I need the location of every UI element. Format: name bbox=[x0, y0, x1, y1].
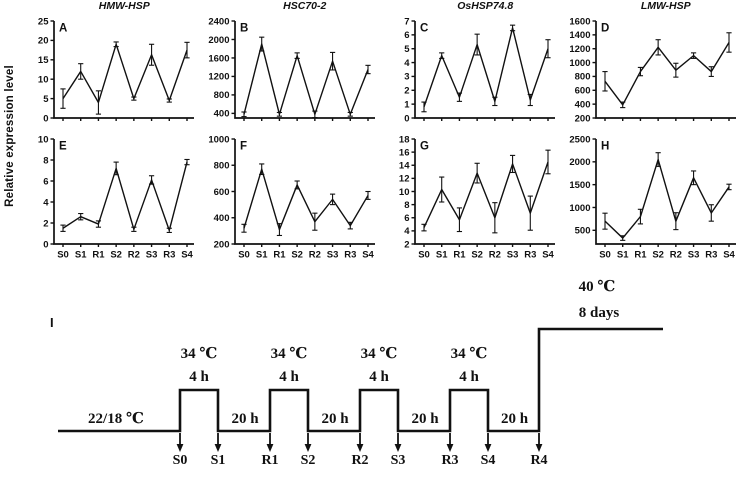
svg-text:8 days: 8 days bbox=[578, 305, 620, 321]
chart-plot-d bbox=[562, 12, 742, 130]
chart-title-c: OsHSP74.8 bbox=[457, 0, 514, 12]
svg-text:800: 800 bbox=[213, 90, 229, 102]
svg-text:1600: 1600 bbox=[568, 16, 590, 28]
svg-text:800: 800 bbox=[574, 71, 590, 83]
svg-text:0: 0 bbox=[43, 113, 49, 125]
svg-text:2: 2 bbox=[404, 85, 410, 97]
svg-text:1200: 1200 bbox=[207, 71, 229, 83]
svg-text:S3: S3 bbox=[687, 249, 699, 261]
chart-panel-h bbox=[562, 130, 742, 272]
svg-text:R2: R2 bbox=[351, 453, 369, 468]
svg-text:S4: S4 bbox=[181, 249, 193, 261]
chart-title-d: LMW-HSP bbox=[640, 0, 691, 12]
svg-text:S1: S1 bbox=[616, 249, 629, 261]
svg-text:R2: R2 bbox=[127, 249, 140, 261]
svg-text:1600: 1600 bbox=[207, 53, 229, 65]
svg-text:F: F bbox=[239, 140, 247, 153]
svg-text:R3: R3 bbox=[524, 249, 537, 261]
svg-text:R1: R1 bbox=[633, 249, 647, 261]
svg-text:20 h: 20 h bbox=[321, 411, 349, 427]
svg-text:22/18 ℃: 22/18 ℃ bbox=[88, 411, 144, 427]
svg-text:40 ℃: 40 ℃ bbox=[578, 279, 616, 295]
svg-text:1400: 1400 bbox=[568, 30, 590, 42]
svg-text:20 h: 20 h bbox=[500, 411, 529, 427]
chart-panel-d bbox=[562, 0, 742, 130]
svg-text:400: 400 bbox=[574, 99, 590, 111]
svg-text:1200: 1200 bbox=[568, 44, 590, 56]
svg-text:2500: 2500 bbox=[568, 134, 590, 146]
svg-text:S4: S4 bbox=[361, 249, 374, 261]
svg-text:R1: R1 bbox=[261, 453, 279, 468]
svg-text:1000: 1000 bbox=[568, 57, 590, 69]
svg-text:6: 6 bbox=[404, 213, 410, 225]
svg-text:600: 600 bbox=[574, 85, 590, 97]
svg-text:S0: S0 bbox=[598, 249, 611, 261]
svg-text:R1: R1 bbox=[272, 249, 286, 261]
svg-text:R2: R2 bbox=[308, 249, 321, 261]
svg-text:3: 3 bbox=[404, 71, 410, 83]
svg-text:16: 16 bbox=[398, 147, 410, 159]
svg-text:25: 25 bbox=[37, 16, 49, 28]
svg-text:S0: S0 bbox=[418, 249, 430, 261]
svg-text:S3: S3 bbox=[390, 453, 406, 468]
chart-plot-g bbox=[381, 130, 561, 272]
svg-text:S2: S2 bbox=[290, 249, 303, 261]
chart-plot-e bbox=[20, 130, 200, 272]
svg-text:20: 20 bbox=[37, 35, 49, 47]
svg-text:4 h: 4 h bbox=[279, 369, 299, 385]
svg-text:S1: S1 bbox=[74, 249, 87, 261]
svg-text:R3: R3 bbox=[163, 249, 176, 261]
svg-text:6: 6 bbox=[43, 176, 49, 188]
svg-text:200: 200 bbox=[213, 239, 229, 251]
svg-text:S2: S2 bbox=[110, 249, 122, 261]
chart-plot-h bbox=[562, 130, 742, 272]
svg-text:2: 2 bbox=[404, 239, 410, 251]
svg-text:5: 5 bbox=[404, 44, 410, 56]
svg-text:18: 18 bbox=[398, 134, 410, 146]
svg-text:2400: 2400 bbox=[207, 16, 229, 28]
svg-text:G: G bbox=[420, 140, 429, 153]
svg-text:34 ℃: 34 ℃ bbox=[450, 346, 488, 362]
svg-text:34 ℃: 34 ℃ bbox=[180, 346, 218, 362]
svg-text:15: 15 bbox=[37, 55, 49, 67]
svg-text:S3: S3 bbox=[326, 249, 338, 261]
svg-text:4 h: 4 h bbox=[459, 369, 479, 385]
svg-text:0: 0 bbox=[404, 113, 410, 125]
svg-text:R3: R3 bbox=[441, 453, 459, 468]
svg-text:800: 800 bbox=[213, 160, 229, 172]
svg-text:4 h: 4 h bbox=[369, 369, 389, 385]
svg-text:8: 8 bbox=[404, 199, 410, 211]
svg-text:7: 7 bbox=[404, 16, 410, 28]
svg-text:4: 4 bbox=[404, 226, 410, 238]
chart-title-b: HSC70-2 bbox=[283, 0, 327, 12]
y-axis-label-column bbox=[0, 0, 20, 272]
svg-text:E: E bbox=[59, 140, 67, 153]
svg-text:12: 12 bbox=[398, 173, 410, 185]
svg-text:S0: S0 bbox=[57, 249, 69, 261]
svg-text:R1: R1 bbox=[453, 249, 466, 261]
svg-text:200: 200 bbox=[574, 113, 590, 125]
svg-text:2000: 2000 bbox=[568, 157, 590, 169]
svg-text:600: 600 bbox=[213, 186, 229, 198]
svg-text:2: 2 bbox=[43, 218, 49, 230]
chart-plot-b bbox=[201, 12, 381, 130]
svg-text:S3: S3 bbox=[506, 249, 519, 261]
svg-text:R3: R3 bbox=[704, 249, 717, 261]
svg-text:H: H bbox=[600, 140, 609, 153]
treatment-protocol-diagram bbox=[0, 272, 742, 477]
svg-text:S0: S0 bbox=[237, 249, 250, 261]
svg-text:S4: S4 bbox=[542, 249, 554, 261]
svg-text:A: A bbox=[59, 22, 68, 35]
chart-plot-f bbox=[201, 130, 381, 272]
svg-text:C: C bbox=[420, 22, 429, 35]
svg-text:1000: 1000 bbox=[568, 202, 590, 214]
svg-text:R3: R3 bbox=[343, 249, 356, 261]
svg-text:D: D bbox=[600, 22, 609, 35]
svg-text:R2: R2 bbox=[669, 249, 682, 261]
svg-text:20 h: 20 h bbox=[411, 411, 439, 427]
chart-panel-b bbox=[201, 0, 382, 130]
svg-text:S1: S1 bbox=[255, 249, 268, 261]
svg-text:10: 10 bbox=[37, 74, 49, 86]
svg-text:1: 1 bbox=[404, 99, 410, 111]
svg-text:4 h: 4 h bbox=[189, 369, 209, 385]
chart-panel-f bbox=[201, 130, 382, 272]
svg-text:2000: 2000 bbox=[207, 34, 229, 46]
chart-panel-e bbox=[20, 130, 201, 272]
chart-plot-a bbox=[20, 12, 200, 130]
svg-text:8: 8 bbox=[43, 155, 49, 167]
svg-text:1500: 1500 bbox=[568, 179, 590, 191]
svg-text:500: 500 bbox=[574, 225, 590, 237]
svg-text:R1: R1 bbox=[92, 249, 105, 261]
svg-text:B: B bbox=[239, 22, 248, 35]
svg-text:400: 400 bbox=[213, 213, 229, 225]
svg-text:5: 5 bbox=[43, 93, 49, 105]
chart-plot-c bbox=[381, 12, 561, 130]
svg-text:S1: S1 bbox=[210, 453, 226, 468]
svg-text:I: I bbox=[50, 315, 54, 330]
treatment-protocol-svg bbox=[0, 272, 742, 477]
svg-text:10: 10 bbox=[37, 134, 49, 146]
svg-text:10: 10 bbox=[398, 186, 410, 198]
svg-text:20 h: 20 h bbox=[231, 411, 259, 427]
y-axis-label: Relative expression level bbox=[4, 65, 16, 207]
svg-text:1000: 1000 bbox=[207, 134, 229, 146]
svg-text:34 ℃: 34 ℃ bbox=[270, 346, 308, 362]
charts-grid bbox=[20, 0, 742, 272]
svg-text:S1: S1 bbox=[435, 249, 448, 261]
svg-text:34 ℃: 34 ℃ bbox=[360, 346, 398, 362]
svg-text:0: 0 bbox=[43, 239, 49, 251]
svg-text:S4: S4 bbox=[480, 453, 496, 468]
svg-text:S2: S2 bbox=[651, 249, 664, 261]
svg-text:S2: S2 bbox=[300, 453, 316, 468]
chart-title-a: HMW-HSP bbox=[98, 0, 150, 12]
chart-panel-a bbox=[20, 0, 201, 130]
chart-panel-g bbox=[381, 130, 562, 272]
svg-text:R2: R2 bbox=[488, 249, 501, 261]
svg-text:6: 6 bbox=[404, 30, 410, 42]
svg-text:S4: S4 bbox=[722, 249, 735, 261]
svg-text:S2: S2 bbox=[471, 249, 483, 261]
svg-text:400: 400 bbox=[213, 108, 229, 120]
svg-text:S3: S3 bbox=[145, 249, 158, 261]
svg-text:4: 4 bbox=[43, 197, 49, 209]
svg-text:R4: R4 bbox=[530, 453, 548, 468]
svg-text:4: 4 bbox=[404, 57, 410, 69]
chart-panel-c bbox=[381, 0, 562, 130]
svg-text:14: 14 bbox=[398, 160, 410, 172]
svg-text:S0: S0 bbox=[172, 453, 188, 468]
